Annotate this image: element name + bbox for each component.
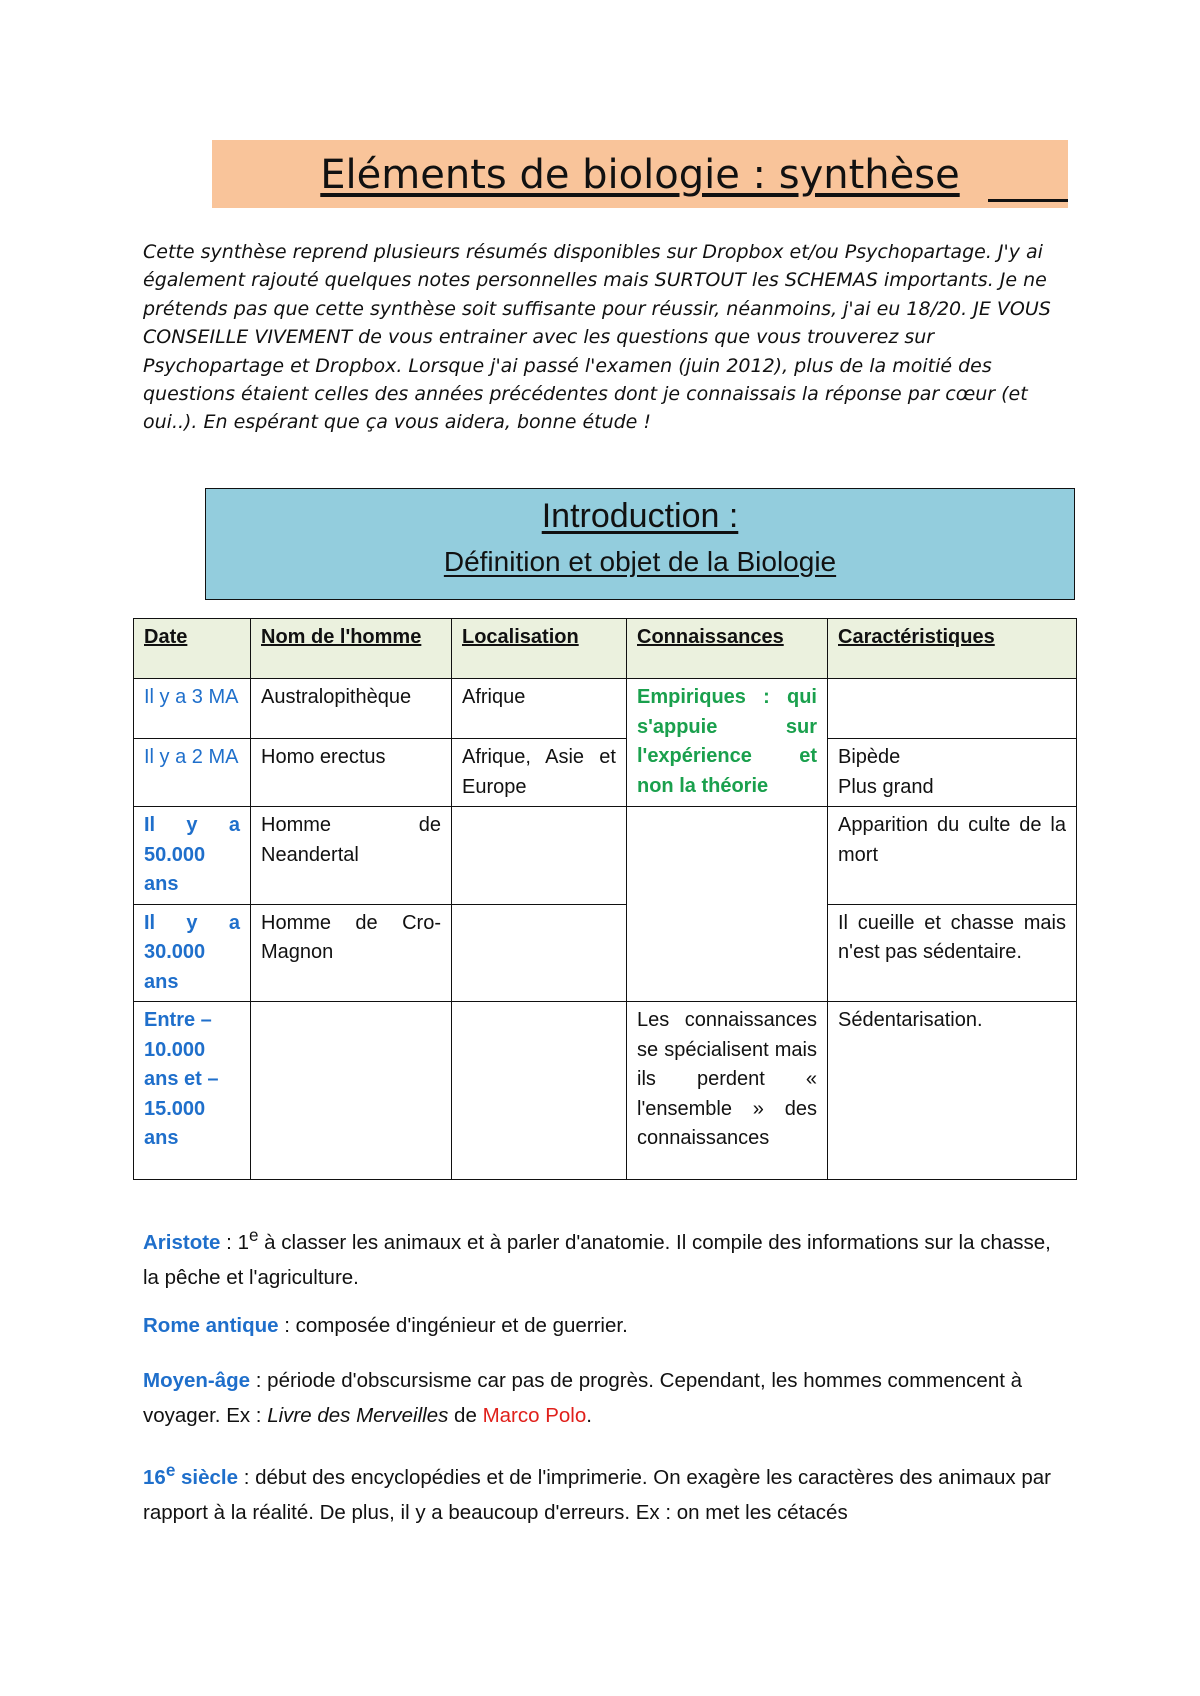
title-banner xyxy=(212,140,1068,208)
cell-localisation: Afrique xyxy=(452,679,627,739)
header-localisation: Localisation xyxy=(452,619,627,679)
table-header-row xyxy=(134,619,1077,679)
aristote-text: à classer les animaux et à parler d'anatomie. Il compile des informations sur la chasse, la pêche et l'agriculture. xyxy=(143,1230,1051,1289)
section-heading-box xyxy=(205,488,1075,600)
label-16e-siecle xyxy=(143,1461,239,1489)
moyen-age-de: de xyxy=(448,1404,483,1427)
table-row xyxy=(134,1002,1077,1180)
paragraph-aristote: Aristote : 1e à classer les animaux et à parler d'anatomie. Il compile des informations sur la chasse, la pêche et l'agriculture. xyxy=(143,1226,1051,1289)
cell-nom: Homme de Neandertal xyxy=(251,807,452,905)
seizieme-text: début des encyclopédies et de l'imprimerie. On exagère les caractères des animaux par rapport à la réalité. De plus, il y a beaucoup d'erreurs. Ex : on met les cétacés xyxy=(143,1465,1051,1524)
cell-caracteristiques: Sédentarisation. xyxy=(828,1002,1077,1180)
seizieme-sup: e xyxy=(165,1461,176,1480)
cell-caracteristiques: Il cueille et chasse mais n'est pas sédentaire. xyxy=(828,904,1077,1002)
label-rome: Rome antique xyxy=(143,1314,279,1337)
cell-connaissances-empty xyxy=(627,807,828,1002)
table-row xyxy=(134,807,1077,905)
history-table xyxy=(133,618,1077,1180)
cell-localisation: Afrique, Asie et Europe xyxy=(452,739,627,807)
table-row xyxy=(134,679,1077,739)
section-heading: Introduction : xyxy=(541,497,739,535)
label-moyen-age: Moyen-âge xyxy=(143,1369,251,1392)
header-connaissances: Connaissances xyxy=(627,619,828,679)
header-caracteristiques: Caractéristiques xyxy=(828,619,1077,679)
paragraph-16e-siecle: 16e siècle : début des encyclopédies et de l'imprimerie. On exagère les caractères des animaux par rapport à la réalité. De plus, il y a beaucoup d'erreurs. Ex : on met les cétacés xyxy=(143,1461,1051,1524)
aristote-sup: e xyxy=(248,1226,259,1245)
moyen-age-author: Marco Polo xyxy=(482,1404,587,1427)
cell-nom: Homo erectus xyxy=(251,739,452,807)
cell-date: Il y a 30.000 ans xyxy=(134,904,251,1002)
caracteristique-line: Bipède xyxy=(838,746,901,768)
table-row xyxy=(134,739,1077,807)
cell-nom: Homme de Cro-Magnon xyxy=(251,904,452,1002)
cell-caracteristiques xyxy=(828,739,1077,807)
aristote-ordinal: 1 xyxy=(237,1230,249,1254)
cell-caracteristiques xyxy=(828,679,1077,739)
cell-date: Il y a 3 MA xyxy=(134,679,251,739)
cell-localisation xyxy=(452,807,627,905)
header-nom: Nom de l'homme xyxy=(251,619,452,679)
cell-localisation xyxy=(452,904,627,1002)
paragraph-moyen-age: Moyen-âge : période d'obscursisme car pas de progrès. Cependant, les hommes commencent à voyager. Ex : Livre des Merveilles de Marco Polo. xyxy=(143,1369,1023,1427)
paragraph-rome: Rome antique : composée d'ingénieur et de guerrier. xyxy=(143,1314,628,1337)
cell-localisation xyxy=(452,1002,627,1180)
intro-paragraph: Cette synthèse reprend plusieurs résumés disponibles sur Dropbox et/ou Psychopartage. J'y ai également rajouté quelques notes personnelles mais SURTOUT les SCHEMAS importants. Je ne prétends pas que cette synthèse soit suffisante pour réussir, néanmoins, j'ai eu 18/20. JE VOUS CONSEILLE VIVEMENT de vous entrainer avec les questions que vous trouverez sur Psychopartage et Dropbox. Lorsque j'ai passé l'examen (juin 2012), plus de la moitié des questions étaient celles des années précédentes dont je connaissais la réponse par cœur (et oui..). En espérant que ça vous aidera, bonne étude ! xyxy=(143,241,1051,434)
label-aristote: Aristote xyxy=(143,1230,221,1254)
cell-date: Entre – 10.000 ans et – 15.000 ans xyxy=(134,1002,251,1180)
rome-text: composée d'ingénieur et de guerrier. xyxy=(289,1314,628,1337)
page-title: Eléments de biologie : synthèse xyxy=(320,152,960,198)
cell-nom xyxy=(251,1002,452,1180)
header-date: Date xyxy=(134,619,251,679)
seizieme-label: siècle xyxy=(175,1465,239,1489)
section-subheading: Définition et objet de la Biologie xyxy=(443,546,837,577)
cell-caracteristiques: Apparition du culte de la mort xyxy=(828,807,1077,905)
moyen-age-book: Livre des Merveilles xyxy=(267,1404,449,1427)
table-row xyxy=(134,904,1077,1002)
cell-nom: Australopithèque xyxy=(251,679,452,739)
seizieme-ordinal: 16 xyxy=(143,1465,166,1489)
title-underline-rule xyxy=(988,199,1068,202)
moyen-age-text: période d'obscursisme car pas de progrès. Cependant, les hommes commencent à voyager. Ex : xyxy=(143,1369,1023,1427)
caracteristique-line: Plus grand xyxy=(838,775,934,798)
cell-connaissances-specialisees: Les connaissances se spécialisent mais ils perdent « l'ensemble » des connaissances xyxy=(627,1002,828,1180)
cell-date: Il y a 50.000 ans xyxy=(134,807,251,905)
cell-date: Il y a 2 MA xyxy=(134,739,251,807)
cell-connaissances-empiriques: Empiriques : qui s'appuie sur l'expérience et non la théorie xyxy=(627,679,828,807)
